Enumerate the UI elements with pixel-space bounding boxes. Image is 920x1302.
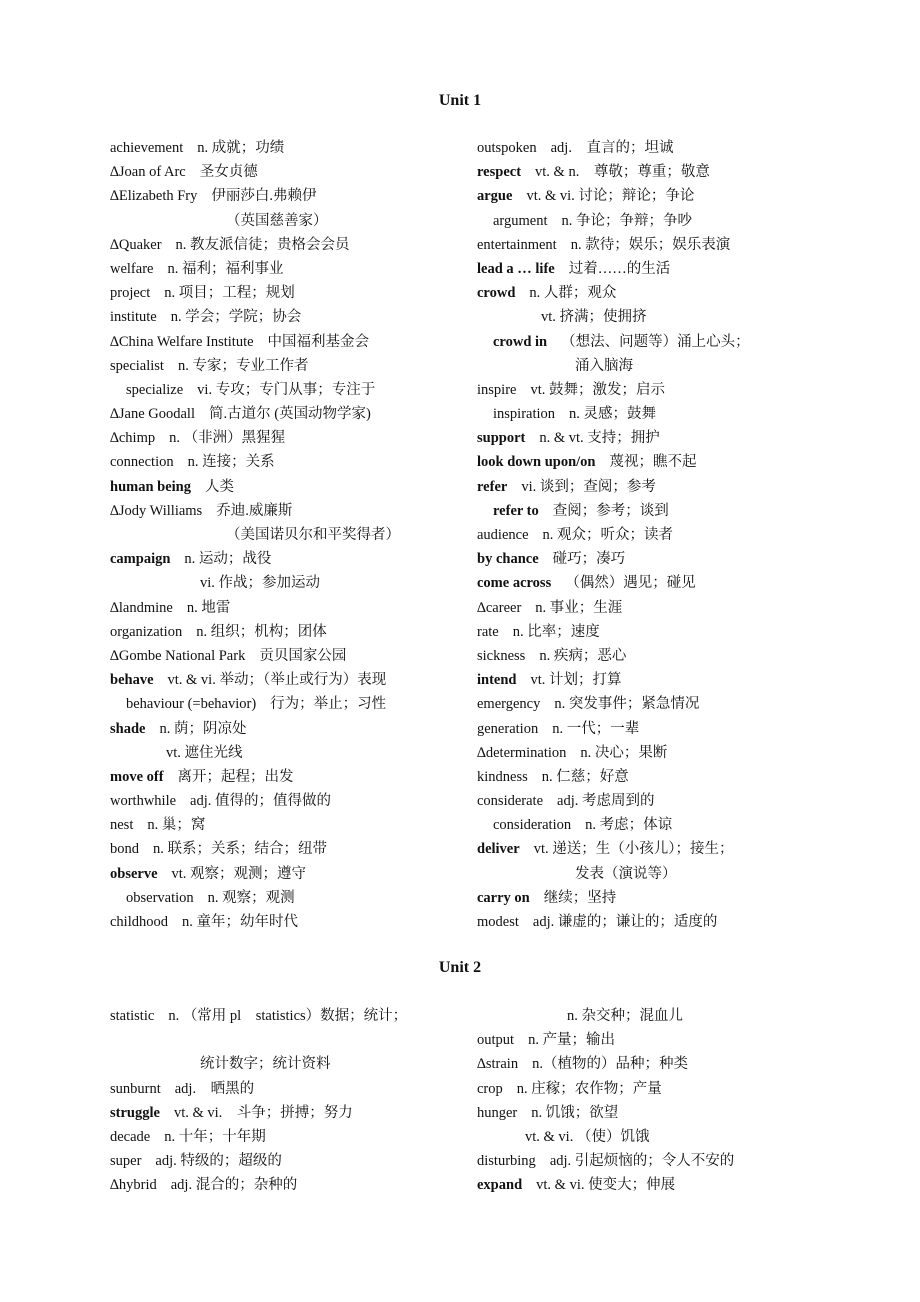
vocab-definition: n. 成就；功绩 xyxy=(197,140,285,156)
vocab-entry xyxy=(477,596,837,620)
vocab-word: ∆determination xyxy=(477,744,567,761)
vocab-definition: 中国福利基金会 xyxy=(267,333,370,350)
vocab-entry xyxy=(477,668,837,692)
vocab-entry xyxy=(477,209,837,233)
vocab-word: achievement xyxy=(110,140,184,156)
vocab-entry xyxy=(477,741,837,765)
vocab-definition: vt. & vi. 使变大；伸展 xyxy=(536,1177,676,1194)
vocab-entry xyxy=(110,886,470,910)
vocab-definition: n. 疾病；恶心 xyxy=(539,647,627,664)
vocab-entry xyxy=(477,1149,837,1173)
vocab-word: disturbing xyxy=(477,1153,536,1170)
vocab-entry xyxy=(110,499,470,523)
vocab-entry xyxy=(477,789,837,813)
vocab-entry xyxy=(110,160,470,184)
unit2-title: Unit 2 xyxy=(438,959,482,976)
vocab-definition: （想法、问题等）涌上心头； xyxy=(561,333,750,350)
vocab-word: sickness xyxy=(477,647,526,664)
vocab-word: inspiration xyxy=(493,406,556,423)
vocab-entry xyxy=(477,1101,837,1125)
unit2-left-column xyxy=(110,1004,470,1198)
vocab-word: ∆Jane Goodall xyxy=(110,406,195,423)
vocab-definition: vt. & vi. 讨论；辩论；争论 xyxy=(526,188,695,205)
vocab-word: refer to xyxy=(493,502,539,519)
vocab-definition: 碰巧；凑巧 xyxy=(552,551,626,568)
vocab-definition: n. 庄稼；农作物；产量 xyxy=(516,1080,662,1097)
vocab-entry xyxy=(477,475,837,499)
vocab-word: lead a … life xyxy=(477,260,555,277)
vocab-definition: n. 突发事件；紧急情况 xyxy=(554,696,700,713)
vocab-entry xyxy=(110,547,470,571)
vocab-definition: n. 杂交种；混血儿 xyxy=(567,1008,683,1024)
vocab-definition: vi. 谈到；查阅；参考 xyxy=(521,478,656,495)
vocab-word: campaign xyxy=(110,551,171,568)
vocab-entry xyxy=(477,1173,837,1197)
vocab-word: support xyxy=(477,430,526,447)
vocab-definition: adj. 混合的；杂种的 xyxy=(170,1177,298,1194)
vocab-definition: n. 巢；窝 xyxy=(147,817,206,834)
vocab-definition: vt. 观察；观测；遵守 xyxy=(171,865,307,882)
vocab-word: welfare xyxy=(110,260,154,277)
vocab-entry xyxy=(477,1004,837,1028)
vocab-entry xyxy=(477,620,837,644)
vocab-entry xyxy=(477,523,837,547)
vocab-word: move off xyxy=(110,768,164,785)
vocab-word: expand xyxy=(477,1177,523,1194)
vocab-word: ∆Gombe National Park xyxy=(110,647,246,664)
vocab-definition: adj. 引起烦恼的；令人不安的 xyxy=(549,1153,735,1170)
vocab-definition: n. 灵感；鼓舞 xyxy=(569,406,657,423)
vocab-definition: adj. 直言的；坦诚 xyxy=(550,140,674,156)
unit1-right-column xyxy=(477,136,837,934)
vocab-entry xyxy=(477,1077,837,1101)
vocab-definition: adj. 晒黑的 xyxy=(174,1080,255,1097)
vocab-definition: n. 连接；关系 xyxy=(187,454,275,471)
vocab-entry xyxy=(477,160,837,184)
vocab-entry xyxy=(110,426,470,450)
vocab-definition: vt. & n. 尊敬；尊重；敬意 xyxy=(535,164,710,181)
vocab-definition: n. 联系；关系；结合；纽带 xyxy=(153,841,327,858)
vocab-definition: n. 童年；幼年时代 xyxy=(182,914,298,930)
vocab-entry xyxy=(477,402,837,426)
vocab-entry xyxy=(110,571,470,595)
vocab-entry xyxy=(110,450,470,474)
vocab-definition: n.（植物的）品种；种类 xyxy=(532,1056,688,1073)
vocab-word: decade xyxy=(110,1128,151,1145)
vocab-entry xyxy=(477,837,837,861)
vocab-word: deliver xyxy=(477,841,520,858)
vocab-definition: 行为；举止；习性 xyxy=(270,696,387,713)
vocab-entry xyxy=(477,765,837,789)
vocab-entry xyxy=(110,354,470,378)
vocab-definition: adj. 考虑周到的 xyxy=(557,793,655,810)
vocab-entry xyxy=(477,233,837,257)
vocab-definition: 离开；起程；出发 xyxy=(177,768,294,785)
vocab-entry xyxy=(477,644,837,668)
vocab-definition: n. 考虑；体谅 xyxy=(585,817,673,834)
vocab-entry xyxy=(110,209,470,233)
vocab-entry xyxy=(477,184,837,208)
vocab-definition: 伊丽莎白.弗赖伊 xyxy=(211,188,317,205)
vocab-entry xyxy=(110,644,470,668)
vocab-word: argument xyxy=(493,212,548,229)
vocab-definition: 统计数字；统计资料 xyxy=(200,1056,331,1073)
vocab-word: observe xyxy=(110,865,158,882)
vocab-word: rate xyxy=(477,623,499,640)
vocab-definition: vi. 作战；参加运动 xyxy=(200,575,321,592)
vocab-entry xyxy=(110,402,470,426)
vocab-word: statistic xyxy=(110,1008,155,1024)
vocab-definition: n. 争论；争辩；争吵 xyxy=(561,212,692,229)
vocab-entry xyxy=(110,184,470,208)
vocab-definition: vi. 专攻；专门从事；专注于 xyxy=(197,381,376,398)
vocab-definition: n. 学会；学院；协会 xyxy=(170,309,302,326)
vocab-word: nest xyxy=(110,817,134,834)
vocab-word: crowd in xyxy=(493,333,548,350)
vocab-entry xyxy=(110,1052,470,1076)
vocab-entry xyxy=(110,1101,470,1125)
vocab-word: ∆hybrid xyxy=(110,1177,157,1194)
vocab-definition: n. 观众；听众；读者 xyxy=(542,527,674,543)
vocab-entry xyxy=(477,717,837,741)
vocab-entry xyxy=(477,305,837,329)
vocab-entry xyxy=(477,450,837,474)
vocab-definition: vt. 计划；打算 xyxy=(530,672,622,689)
vocab-word: shade xyxy=(110,720,146,737)
vocab-definition: 圣女贞德 xyxy=(199,164,258,181)
vocab-word: specialize xyxy=(126,381,184,398)
vocab-word: argue xyxy=(477,188,513,205)
vocab-word: look down upon/on xyxy=(477,454,596,471)
vocab-entry xyxy=(110,1125,470,1149)
vocab-entry xyxy=(110,281,470,305)
vocab-definition: vt. 鼓舞；激发；启示 xyxy=(530,381,665,398)
vocab-definition: 查阅；参考；谈到 xyxy=(552,502,669,519)
vocab-definition: vt. & vi. 斗争；拼搏；努力 xyxy=(173,1104,353,1121)
unit1-left-column xyxy=(110,136,470,934)
vocab-word: ∆Joan of Arc xyxy=(110,164,186,181)
vocab-definition: n. 项目；工程；规划 xyxy=(164,285,295,302)
vocab-entry xyxy=(110,257,470,281)
vocab-definition: n. 十年；十年期 xyxy=(164,1128,266,1145)
vocab-word: connection xyxy=(110,454,174,471)
vocab-word: refer xyxy=(477,478,508,495)
vocab-definition: n. 饥饿；欲望 xyxy=(531,1104,619,1121)
vocab-definition: 继续；坚持 xyxy=(543,889,617,906)
vocab-definition: n. （常用 pl statistics）数据；统计； xyxy=(168,1008,408,1024)
vocab-entry xyxy=(477,257,837,281)
vocab-word: super xyxy=(110,1153,142,1170)
vocab-word: by chance xyxy=(477,551,539,568)
vocab-word: emergency xyxy=(477,696,541,713)
vocab-definition: 蔑视；瞧不起 xyxy=(609,454,697,471)
vocab-definition: 乔迪.威廉斯 xyxy=(216,502,293,519)
vocab-word: kindness xyxy=(477,768,528,785)
vocab-word: considerate xyxy=(477,793,544,810)
vocab-definition: n. 观察；观测 xyxy=(207,889,295,906)
vocab-entry xyxy=(110,136,470,160)
vocab-entry xyxy=(110,330,470,354)
vocab-word: outspoken xyxy=(477,140,537,156)
vocab-entry xyxy=(477,499,837,523)
vocab-word: ∆chimp xyxy=(110,430,156,447)
vocab-entry xyxy=(477,281,837,305)
vocab-definition: n. 荫；阴凉处 xyxy=(159,720,247,737)
vocab-definition: n. 一代；一辈 xyxy=(552,720,640,737)
vocab-entry xyxy=(110,620,470,644)
vocab-definition: n. （非洲）黑猩猩 xyxy=(169,430,286,447)
vocab-entry xyxy=(477,886,837,910)
vocab-entry xyxy=(477,813,837,837)
vocab-definition: 贡贝国家公园 xyxy=(259,647,347,664)
vocab-word: project xyxy=(110,285,151,302)
vocab-definition: n. & vt. 支持；拥护 xyxy=(539,430,660,447)
vocab-word: respect xyxy=(477,164,522,181)
vocab-entry xyxy=(110,1028,470,1052)
vocab-word: worthwhile xyxy=(110,793,177,810)
vocab-word: come across xyxy=(477,575,552,592)
vocab-entry xyxy=(110,813,470,837)
vocab-definition: 涌入脑海 xyxy=(575,357,633,374)
vocab-entry xyxy=(477,354,837,378)
vocab-definition: n. 比率；速度 xyxy=(512,623,600,640)
vocab-word: ∆Jody Williams xyxy=(110,502,203,519)
vocab-definition: n. 决心；果断 xyxy=(580,744,668,761)
vocab-word: institute xyxy=(110,309,157,326)
unit2-right-column xyxy=(477,1004,837,1198)
vocab-word: consideration xyxy=(493,817,572,834)
vocab-word: specialist xyxy=(110,357,164,374)
vocab-definition: vt. & vi. （使）饥饿 xyxy=(525,1128,650,1145)
vocab-word: bond xyxy=(110,841,139,858)
vocab-entry xyxy=(477,862,837,886)
vocab-definition: n. 事业；生涯 xyxy=(535,599,623,616)
vocab-entry xyxy=(477,547,837,571)
vocab-entry xyxy=(110,1173,470,1197)
vocab-definition: vt. & vi. 举动；（举止或行为）表现 xyxy=(167,672,387,689)
vocab-entry xyxy=(110,765,470,789)
vocab-entry xyxy=(477,426,837,450)
vocab-word: output xyxy=(477,1032,515,1049)
vocab-entry xyxy=(110,692,470,716)
vocab-word: carry on xyxy=(477,889,530,906)
vocab-entry xyxy=(477,378,837,402)
vocab-definition: n. 福利；福利事业 xyxy=(167,260,284,277)
vocab-entry xyxy=(110,862,470,886)
vocab-definition: n. 地雷 xyxy=(186,599,231,616)
vocab-word: intend xyxy=(477,672,517,689)
vocab-word: crop xyxy=(477,1080,503,1097)
vocab-word: childhood xyxy=(110,914,168,930)
vocab-entry xyxy=(477,692,837,716)
vocab-entry xyxy=(477,330,837,354)
vocab-definition: adj. 谦虚的；谦让的；适度的 xyxy=(532,914,718,930)
vocab-word: behave xyxy=(110,672,154,689)
vocab-entry xyxy=(110,837,470,861)
vocab-word: struggle xyxy=(110,1104,160,1121)
vocab-entry xyxy=(110,378,470,402)
vocab-word: ∆strain xyxy=(477,1056,519,1073)
vocab-definition: n. 教友派信徒；贵格会会员 xyxy=(175,236,350,253)
vocab-entry xyxy=(110,910,470,934)
vocab-entry xyxy=(110,789,470,813)
vocab-definition: （偶然）遇见；碰见 xyxy=(565,575,696,592)
vocab-definition: 发表（演说等） xyxy=(575,865,677,882)
vocab-definition: n. 产量；输出 xyxy=(528,1032,616,1049)
vocab-word: ∆Elizabeth Fry xyxy=(110,188,198,205)
vocab-definition: n. 仁慈；好意 xyxy=(541,768,629,785)
vocab-entry xyxy=(477,1028,837,1052)
vocab-word: behaviour (=behavior) xyxy=(126,696,257,713)
vocab-word: sunburnt xyxy=(110,1080,161,1097)
vocab-entry xyxy=(477,1125,837,1149)
vocab-entry xyxy=(477,136,837,160)
vocab-entry xyxy=(110,305,470,329)
vocab-entry xyxy=(110,1149,470,1173)
vocab-entry xyxy=(477,910,837,934)
vocab-word: crowd xyxy=(477,285,516,302)
vocab-entry xyxy=(110,717,470,741)
vocab-definition: n. 运动；战役 xyxy=(184,551,272,568)
vocab-definition: vt. 遮住光线 xyxy=(166,744,243,761)
vocab-word: organization xyxy=(110,623,183,640)
vocab-word: entertainment xyxy=(477,236,557,253)
vocab-word: audience xyxy=(477,527,529,543)
vocab-word: inspire xyxy=(477,381,517,398)
vocab-definition: （英国慈善家） xyxy=(226,212,328,229)
vocab-entry xyxy=(110,1004,470,1028)
vocab-definition: adj. 特级的；超级的 xyxy=(155,1153,282,1170)
vocab-definition: adj. 值得的；值得做的 xyxy=(190,793,332,810)
vocab-word: hunger xyxy=(477,1104,518,1121)
vocab-word: ∆career xyxy=(477,599,522,616)
vocab-entry xyxy=(110,596,470,620)
vocab-entry xyxy=(110,523,470,547)
vocab-entry xyxy=(110,1077,470,1101)
vocab-definition: （美国诺贝尔和平奖得者） xyxy=(226,527,400,543)
vocab-word: ∆China Welfare Institute xyxy=(110,333,254,350)
vocab-definition: 人类 xyxy=(205,478,234,495)
vocab-entry xyxy=(477,1052,837,1076)
vocab-definition: 简.古道尔 (英国动物学家) xyxy=(208,406,371,423)
vocab-definition: n. 人群；观众 xyxy=(529,285,617,302)
vocab-entry xyxy=(110,475,470,499)
vocab-word: modest xyxy=(477,914,519,930)
vocab-word: observation xyxy=(126,889,194,906)
vocab-definition: vt. 递送；生（小孩儿）；接生； xyxy=(533,841,734,858)
vocab-word: ∆landmine xyxy=(110,599,173,616)
vocab-definition: n. 组织；机构；团体 xyxy=(196,623,327,640)
vocab-entry xyxy=(110,741,470,765)
vocab-entry xyxy=(110,233,470,257)
vocab-definition: vt. 挤满；使拥挤 xyxy=(541,309,647,326)
vocab-word: ∆Quaker xyxy=(110,236,162,253)
unit1-title: Unit 1 xyxy=(438,92,482,109)
vocab-definition: 过着……的生活 xyxy=(568,260,671,277)
vocab-definition: n. 专家；专业工作者 xyxy=(177,357,309,374)
vocab-entry xyxy=(110,668,470,692)
vocab-definition: n. 款待；娱乐；娱乐表演 xyxy=(570,236,731,253)
vocab-entry xyxy=(477,571,837,595)
vocab-word: generation xyxy=(477,720,539,737)
vocab-word: human being xyxy=(110,478,191,495)
